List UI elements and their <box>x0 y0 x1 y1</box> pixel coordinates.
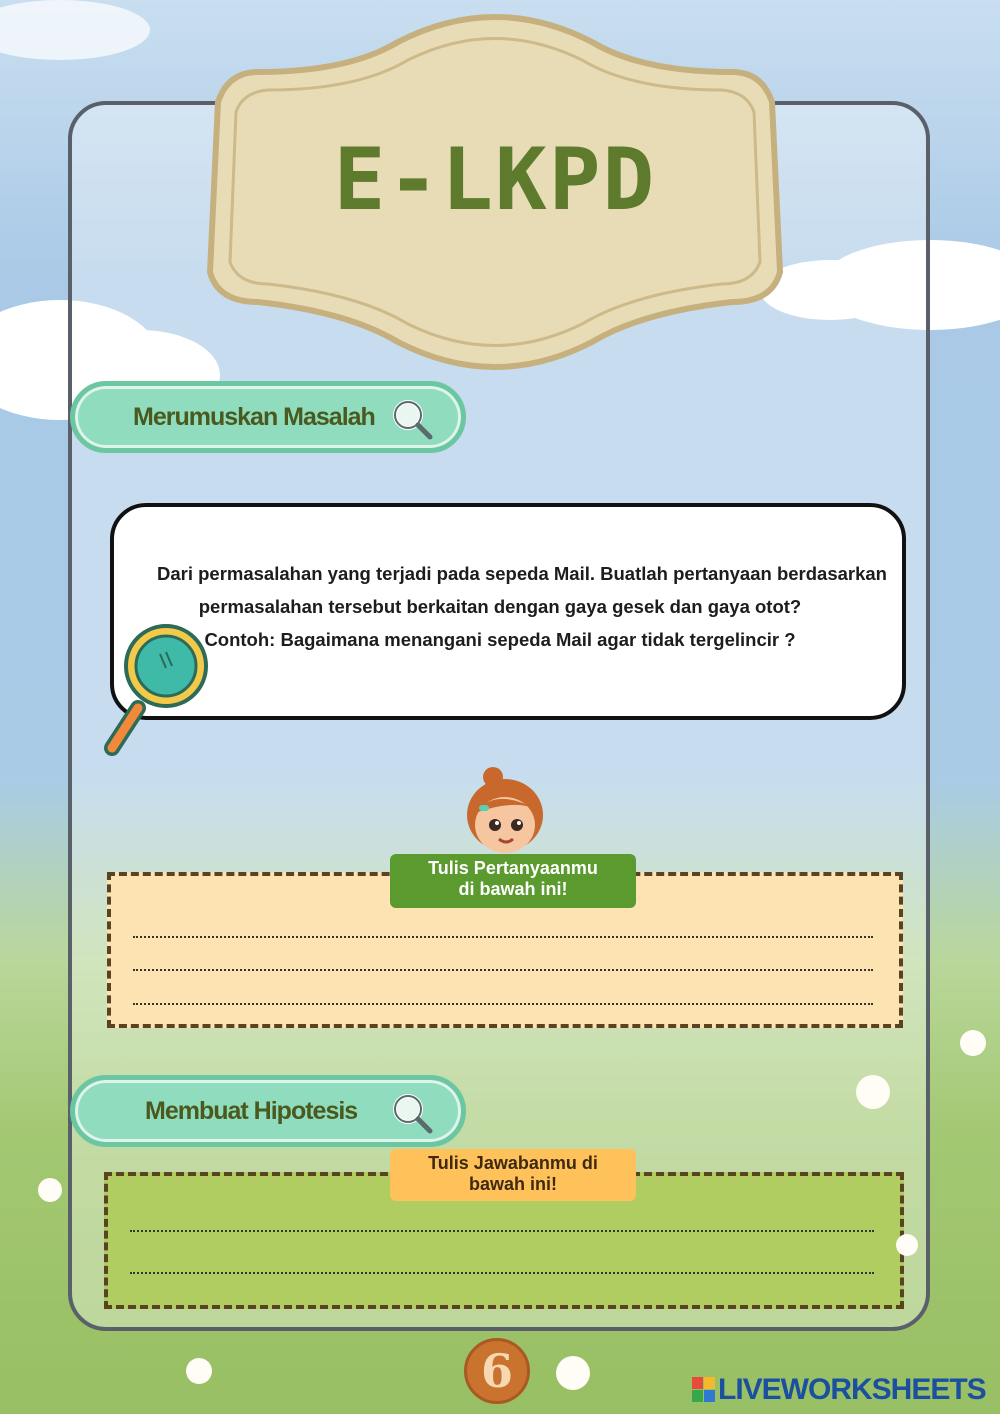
section-header-label: Merumuskan Masalah <box>133 403 375 431</box>
section-header-merumuskan-masalah <box>70 381 466 453</box>
answer-instruction-tag <box>390 1149 636 1201</box>
flower-decoration <box>556 1356 590 1390</box>
question-instruction-line-2: di bawah ini! <box>458 879 568 899</box>
girl-character-icon <box>455 765 555 865</box>
page-number: 6 <box>464 1338 530 1404</box>
liveworksheets-logo <box>692 1373 992 1407</box>
flower-decoration <box>38 1178 62 1202</box>
magnifier-decoration-icon <box>100 620 220 760</box>
flower-decoration <box>896 1234 918 1256</box>
flower-decoration <box>960 1030 986 1056</box>
flower-decoration <box>856 1075 890 1109</box>
liveworksheets-icon <box>692 1377 716 1403</box>
writing-line[interactable] <box>133 936 873 938</box>
magnifier-icon <box>389 396 435 442</box>
writing-line[interactable] <box>133 969 873 971</box>
question-text-line-2: permasalahan tersebut berkaitan dengan gaya gesek dan gaya otot? <box>198 596 802 617</box>
flower-decoration <box>186 1358 212 1384</box>
writing-line[interactable] <box>133 1003 873 1005</box>
page-title: E-LKPD <box>333 130 657 230</box>
magnifier-icon <box>389 1090 435 1136</box>
answer-instruction-line-2: bawah ini! <box>468 1174 557 1194</box>
brand-name: LIVEWORKSHEETS <box>718 1373 986 1406</box>
question-text-line-1: Dari permasalahan yang terjadi pada sepeda Mail. Buatlah pertanyaan berdasarkan <box>156 563 887 584</box>
section-header-label: Membuat Hipotesis <box>145 1097 358 1125</box>
question-instruction-line-1: Tulis Pertanyaanmu <box>428 858 598 878</box>
answer-instruction-line-1: Tulis Jawabanmu di <box>428 1153 598 1173</box>
writing-line[interactable] <box>130 1230 874 1232</box>
question-instruction-tag <box>390 854 636 908</box>
section-header-membuat-hipotesis <box>70 1075 466 1147</box>
question-text-line-3: Contoh: Bagaimana menangani sepeda Mail agar tidak tergelincir ? <box>204 629 796 650</box>
writing-line[interactable] <box>130 1272 874 1274</box>
